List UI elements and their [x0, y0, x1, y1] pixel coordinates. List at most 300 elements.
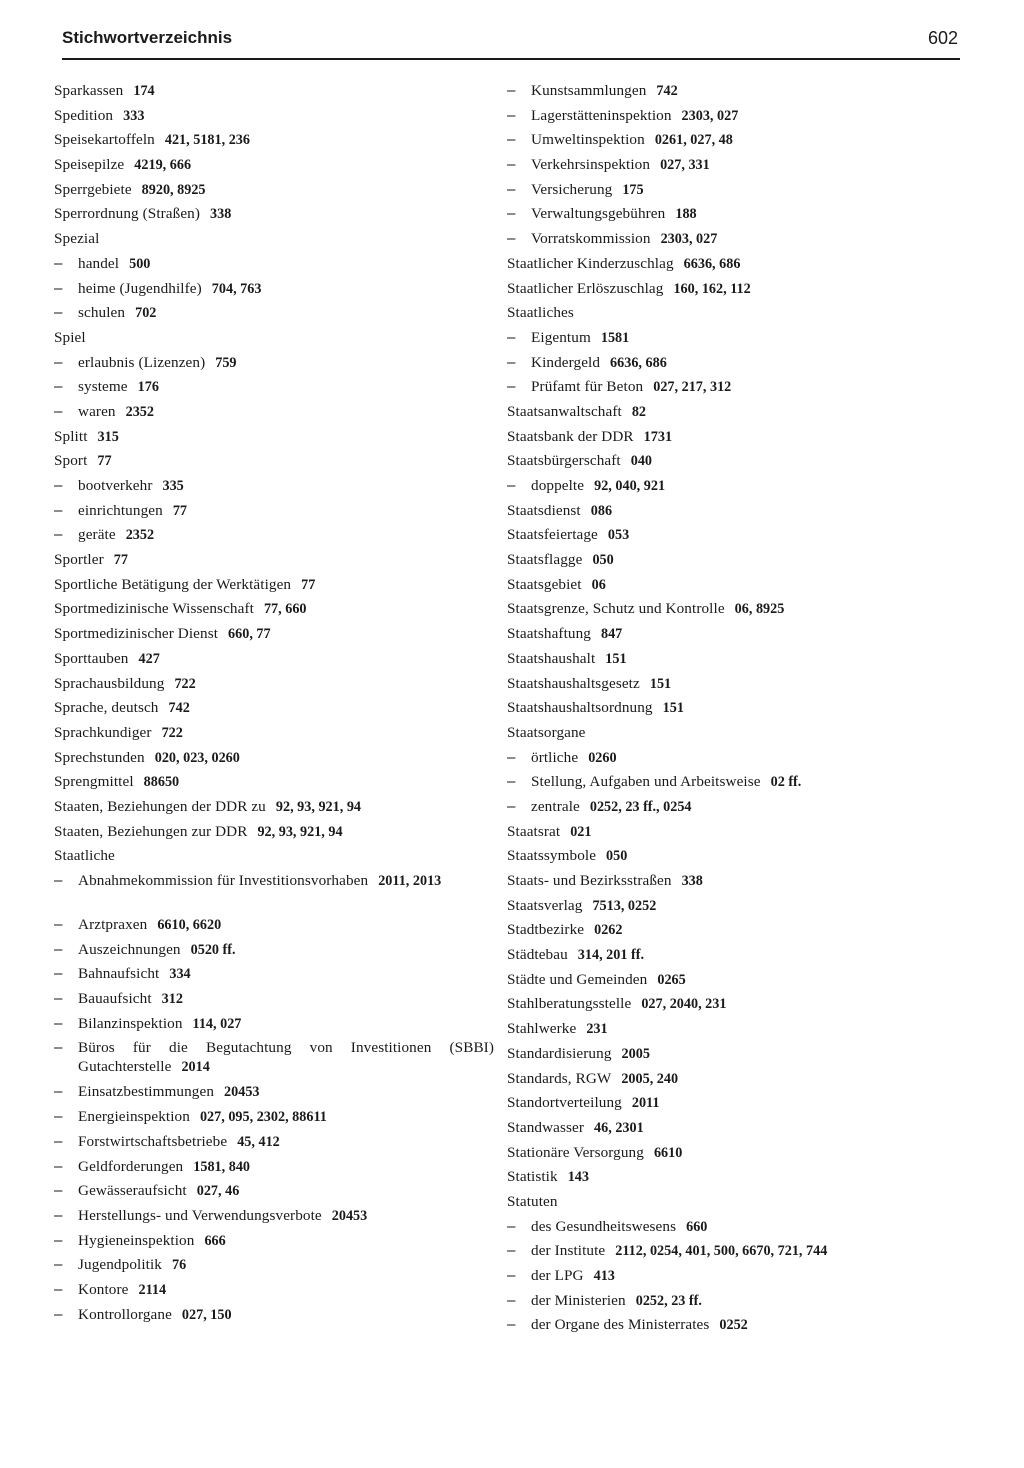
index-term: Staats- und Bezirksstraßen — [507, 872, 672, 889]
index-subentry — [507, 1241, 897, 1266]
index-term: schulen — [78, 304, 126, 322]
index-subentry — [507, 81, 897, 106]
index-entry — [507, 871, 897, 896]
index-entry — [54, 624, 494, 649]
index-term: Gewässeraufsicht — [78, 1182, 187, 1200]
index-refs: 176 — [137, 379, 159, 396]
index-subentry — [54, 871, 494, 915]
index-term: Kunstsammlungen — [531, 82, 647, 99]
index-refs: 0261, 027, 48 — [654, 132, 733, 149]
index-refs: 92, 040, 921 — [594, 478, 666, 494]
index-subentry — [507, 106, 897, 131]
index-term: Sparkassen — [54, 82, 124, 99]
index-term: Spezial — [54, 230, 100, 248]
index-refs: 6636, 686 — [610, 354, 667, 371]
index-refs: 2303, 027 — [660, 231, 718, 248]
index-refs: 151 — [605, 650, 627, 667]
index-entry — [54, 698, 494, 723]
index-entry — [507, 624, 897, 649]
index-refs: 20453 — [224, 1084, 260, 1101]
subentry-dash: – — [507, 797, 516, 815]
index-term: Kontrollorgane — [78, 1305, 172, 1323]
index-term: Sportmedizinischer Dienst — [54, 625, 219, 643]
index-refs: 0260 — [588, 749, 617, 766]
index-term: einrichtungen — [78, 501, 163, 519]
index-refs: 050 — [606, 848, 628, 865]
index-refs: 027, 46 — [196, 1183, 240, 1200]
index-subentry — [54, 964, 494, 989]
index-refs: 722 — [174, 675, 196, 692]
index-subentry — [507, 353, 897, 378]
subentry-dash: – — [54, 526, 63, 544]
index-entry — [54, 81, 494, 106]
index-term: doppelte — [531, 477, 585, 494]
index-term: Bilanzinspektion — [78, 1014, 183, 1032]
index-term: Staatsdienst — [507, 501, 581, 519]
index-refs: 92, 93, 921, 94 — [275, 798, 361, 815]
index-term: Sprachausbildung — [54, 674, 165, 692]
index-subentry — [54, 1014, 494, 1039]
index-subentry — [54, 1132, 494, 1157]
index-term: örtliche — [531, 748, 579, 766]
index-subentry — [507, 328, 897, 353]
index-entry — [507, 402, 897, 427]
index-refs: 143 — [567, 1169, 589, 1186]
index-refs: 6610, 6620 — [157, 917, 222, 933]
index-term: Sprengmittel — [54, 773, 134, 791]
index-refs: 2005 — [621, 1045, 650, 1062]
index-term: Speisekartoffeln — [54, 131, 155, 149]
index-subentry — [54, 1231, 494, 1256]
index-term: Sportler — [54, 551, 104, 569]
index-refs: 1581, 840 — [193, 1158, 250, 1175]
index-entry — [507, 846, 897, 871]
index-term: Stahlberatungsstelle — [507, 995, 632, 1013]
index-term: heime (Jugendhilfe) — [78, 279, 202, 297]
subentry-dash: – — [54, 990, 63, 1008]
index-refs: 1581 — [600, 329, 630, 346]
index-subentry — [54, 279, 494, 304]
index-term: Bahnaufsicht — [78, 965, 160, 983]
index-term: Staatsrat — [507, 822, 561, 840]
index-subentry — [507, 130, 897, 155]
index-term: Auszeichnungen — [78, 940, 181, 958]
index-entry — [54, 229, 494, 254]
index-refs: 2303, 027 — [681, 107, 739, 124]
index-subentry — [54, 377, 494, 402]
index-entry — [507, 427, 897, 452]
subentry-dash: – — [54, 1108, 63, 1126]
index-term: Staatlicher Kinderzuschlag — [507, 254, 674, 272]
index-subentry — [54, 1280, 494, 1305]
subentry-dash: – — [54, 402, 63, 420]
index-term: Arztpraxen — [78, 916, 148, 933]
index-entry — [507, 550, 897, 575]
index-refs: 500 — [129, 255, 151, 272]
index-subentry — [507, 748, 897, 773]
index-refs: 666 — [204, 1232, 226, 1249]
index-subentry — [507, 476, 897, 501]
index-term: Vorratskommission — [531, 230, 651, 248]
index-entry — [507, 674, 897, 699]
index-subentry — [507, 377, 897, 402]
index-entry — [507, 451, 897, 476]
index-refs: 114, 027 — [192, 1015, 242, 1032]
index-refs: 8920, 8925 — [141, 181, 206, 198]
index-refs: 77 — [113, 552, 128, 569]
index-subentry — [54, 1181, 494, 1206]
index-term: Städte und Gemeinden — [507, 970, 648, 988]
index-term: Staatsgrenze, Schutz und Kontrolle — [507, 600, 725, 618]
index-refs: 759 — [215, 354, 237, 371]
index-term: systeme — [78, 378, 128, 396]
subentry-dash: – — [54, 254, 63, 272]
index-term: Sport — [54, 452, 88, 470]
index-term: Stahlwerke — [507, 1020, 577, 1038]
index-subentry — [54, 1255, 494, 1280]
index-refs: 82 — [631, 403, 647, 420]
index-term: waren — [78, 402, 116, 420]
index-subentry — [54, 525, 494, 550]
index-entry — [507, 1044, 897, 1069]
index-subentry — [54, 1038, 494, 1082]
index-refs: 413 — [593, 1268, 615, 1284]
index-term: Speisepilze — [54, 156, 125, 174]
subentry-dash: – — [507, 1316, 516, 1334]
index-entry — [507, 575, 897, 600]
index-term: Jugendpolitik — [78, 1256, 162, 1274]
index-refs: 2114 — [138, 1281, 167, 1298]
index-refs: 4219, 666 — [134, 157, 192, 174]
index-term: Herstellungs- und Verwendungsverbote — [78, 1206, 322, 1224]
index-term: der Organe des Ministerrates — [531, 1316, 710, 1334]
index-term: Sportmedizinische Wissenschaft — [54, 600, 254, 618]
index-term: Sperrgebiete — [54, 180, 132, 198]
index-refs: 77, 660 — [263, 601, 307, 618]
index-subentry — [54, 501, 494, 526]
subentry-dash: – — [54, 1083, 63, 1101]
subentry-dash: – — [54, 1305, 63, 1323]
index-refs: 335 — [162, 478, 184, 494]
index-subentry — [54, 915, 494, 940]
index-subentry — [507, 1291, 897, 1316]
index-refs: 188 — [675, 206, 697, 223]
index-term: Staaten, Beziehungen zur DDR — [54, 822, 248, 840]
index-refs: 6636, 686 — [683, 255, 741, 272]
subentry-dash: – — [54, 1206, 63, 1224]
index-refs: 847 — [600, 626, 623, 643]
index-refs: 040 — [630, 453, 652, 470]
index-term: Sporttauben — [54, 649, 129, 667]
index-subentry — [507, 155, 897, 180]
index-term: Hygieneinspektion — [78, 1231, 195, 1249]
index-entry — [54, 204, 494, 229]
index-entry — [54, 797, 494, 822]
index-refs: 20453 — [331, 1207, 368, 1224]
index-term: der Ministerien — [531, 1291, 626, 1309]
index-refs: 314, 201 ff. — [577, 947, 644, 964]
subentry-dash: – — [54, 1231, 63, 1249]
index-term: Versicherung — [531, 180, 613, 198]
index-term: der LPG — [531, 1267, 584, 1284]
index-refs: 151 — [662, 700, 684, 717]
index-subentry — [54, 402, 494, 427]
index-subentry — [54, 476, 494, 501]
index-term: Standardisierung — [507, 1044, 612, 1062]
index-entry — [507, 501, 897, 526]
index-term: Staatsbank der DDR — [507, 427, 634, 445]
subentry-dash: – — [54, 916, 63, 933]
index-term: Statistik — [507, 1168, 558, 1186]
index-refs: 1731 — [643, 428, 673, 445]
index-refs: 76 — [172, 1257, 187, 1274]
index-subentry — [54, 303, 494, 328]
index-term: Städtebau — [507, 946, 568, 964]
index-refs: 46, 2301 — [594, 1119, 644, 1136]
index-refs: 050 — [592, 552, 614, 569]
index-subentry — [54, 1107, 494, 1132]
index-term: Staatsflagge — [507, 551, 583, 569]
subentry-dash: – — [507, 156, 516, 174]
index-subentry — [507, 1315, 897, 1340]
subentry-dash: – — [507, 1291, 516, 1309]
index-term: Staatshaushaltsgesetz — [507, 674, 640, 692]
index-refs: 0265 — [657, 971, 686, 988]
subentry-dash: – — [54, 1132, 63, 1150]
index-entry — [54, 772, 494, 797]
index-entry — [54, 822, 494, 847]
index-subentry — [54, 1157, 494, 1182]
index-refs: 06 — [591, 576, 606, 593]
index-subentry — [54, 940, 494, 965]
index-refs: 160, 162, 112 — [673, 280, 751, 297]
index-refs: 702 — [135, 305, 157, 322]
page-number: 602 — [927, 28, 958, 48]
index-term: Standortverteilung — [507, 1094, 622, 1112]
index-term: Standards, RGW — [507, 1069, 612, 1087]
index-entry — [507, 303, 897, 328]
index-subentry — [54, 1206, 494, 1231]
index-refs: 722 — [161, 724, 183, 741]
index-entry — [507, 994, 897, 1019]
index-term: Umweltinspektion — [531, 131, 645, 149]
index-entry — [54, 723, 494, 748]
subentry-dash: – — [54, 304, 63, 322]
page-header — [62, 28, 960, 60]
index-refs: 88650 — [143, 774, 180, 791]
index-subentry — [54, 989, 494, 1014]
subentry-dash: – — [507, 205, 516, 223]
index-subentry — [507, 229, 897, 254]
index-entry — [507, 822, 897, 847]
index-entry — [54, 550, 494, 575]
index-refs: 02 ff. — [770, 774, 802, 791]
index-entry — [507, 279, 897, 304]
index-term: Einsatzbestimmungen — [78, 1083, 215, 1101]
index-entry — [507, 254, 897, 279]
index-term: handel — [78, 254, 120, 272]
index-term: Prüfamt für Beton — [531, 378, 644, 396]
subentry-dash: – — [507, 180, 516, 198]
index-refs: 053 — [607, 527, 630, 544]
index-term: Staatlicher Erlöszuschlag — [507, 279, 664, 297]
subentry-dash: – — [54, 1280, 63, 1298]
index-term: des Gesundheitswesens — [531, 1217, 677, 1235]
index-term: Splitt — [54, 427, 88, 445]
index-entry — [54, 328, 494, 353]
index-refs: 338 — [210, 206, 232, 223]
index-term: Staatshaftung — [507, 625, 591, 643]
index-refs: 2112, 0254, 401, 500, 6670, 721, 744 — [615, 1243, 828, 1260]
subentry-dash: – — [507, 353, 516, 371]
index-refs: 0252, 23 ff. — [635, 1292, 702, 1309]
index-refs: 027, 217, 312 — [653, 379, 732, 396]
index-term: Staatliche — [54, 847, 115, 865]
index-refs: 704, 763 — [211, 280, 262, 297]
subentry-dash: – — [54, 1039, 63, 1057]
index-refs: 7513, 0252 — [592, 897, 657, 914]
index-entry — [507, 698, 897, 723]
index-subentry — [54, 1082, 494, 1107]
index-refs: 77 — [172, 502, 187, 519]
index-entry — [54, 599, 494, 624]
index-refs: 027, 150 — [181, 1306, 232, 1323]
subentry-dash: – — [54, 965, 63, 983]
subentry-dash: – — [54, 378, 63, 396]
index-refs: 45, 412 — [237, 1133, 280, 1150]
index-refs: 020, 023, 0260 — [154, 749, 240, 766]
index-term: Staatshaushalt — [507, 649, 596, 667]
index-refs: 06, 8925 — [734, 601, 785, 618]
index-entry — [507, 1167, 897, 1192]
index-entry — [507, 525, 897, 550]
index-refs: 0252 — [719, 1317, 748, 1334]
index-refs: 2011 — [631, 1095, 660, 1112]
index-refs: 338 — [681, 873, 703, 889]
index-term: Staatsverlag — [507, 896, 583, 914]
index-term: Stationäre Versorgung — [507, 1143, 644, 1161]
index-term: Statuten — [507, 1192, 558, 1210]
index-term: erlaubnis (Lizenzen) — [78, 353, 206, 371]
index-term: Stadtbezirke — [507, 921, 585, 939]
subentry-dash: – — [507, 106, 516, 124]
index-refs: 742 — [168, 700, 190, 717]
index-term: Staatsgebiet — [507, 575, 582, 593]
index-subentry — [507, 797, 897, 822]
subentry-dash: – — [54, 353, 63, 371]
subentry-dash: – — [507, 748, 516, 766]
index-refs: 027, 095, 2302, 88611 — [199, 1109, 327, 1126]
index-term: Eigentum — [531, 328, 591, 346]
index-subentry — [507, 1266, 897, 1291]
index-refs: 027, 2040, 231 — [641, 996, 727, 1013]
subentry-dash: – — [54, 501, 63, 519]
index-entry — [507, 1093, 897, 1118]
index-entry — [507, 1143, 897, 1168]
index-entry — [507, 1069, 897, 1094]
index-refs: 0252, 23 ff., 0254 — [589, 798, 692, 815]
index-term: Standwasser — [507, 1118, 585, 1136]
index-entry — [54, 649, 494, 674]
index-refs: 77 — [97, 453, 112, 470]
index-term: Staatliches — [507, 304, 574, 322]
subentry-dash: – — [507, 1217, 516, 1235]
index-refs: 742 — [656, 83, 678, 99]
subentry-dash: – — [507, 773, 516, 791]
index-refs: 315 — [97, 428, 119, 445]
index-refs: 421, 5181, 236 — [164, 132, 250, 149]
index-subentry — [507, 772, 897, 797]
subentry-dash: – — [507, 328, 516, 346]
index-term: Kontore — [78, 1280, 129, 1298]
index-entry — [507, 920, 897, 945]
subentry-dash: – — [507, 477, 516, 494]
subentry-dash: – — [54, 872, 63, 889]
subentry-dash: – — [54, 1182, 63, 1200]
index-entry — [54, 130, 494, 155]
subentry-dash: – — [54, 1014, 63, 1032]
index-term: geräte — [78, 526, 116, 544]
index-term: Staatssymbole — [507, 847, 597, 865]
index-term: Büros für die Begutachtung von Investitionen (SBBI) Gutachterstelle — [78, 1039, 494, 1076]
index-subentry — [507, 180, 897, 205]
index-entry — [507, 599, 897, 624]
index-entry — [54, 575, 494, 600]
index-term: Spedition — [54, 106, 114, 124]
index-subentry — [54, 1305, 494, 1330]
index-refs: 92, 93, 921, 94 — [257, 823, 343, 840]
index-entry — [507, 1192, 897, 1217]
index-entry — [507, 896, 897, 921]
subentry-dash: – — [507, 82, 516, 99]
index-term: Kindergeld — [531, 353, 601, 371]
index-refs: 6610 — [653, 1144, 683, 1161]
index-refs: 175 — [622, 181, 644, 198]
index-term: Sprachkundiger — [54, 723, 152, 741]
index-subentry — [54, 353, 494, 378]
index-term: Spiel — [54, 328, 86, 346]
index-entry — [54, 748, 494, 773]
index-term: Staatshaushaltsordnung — [507, 699, 653, 717]
index-entry — [54, 451, 494, 476]
index-refs: 427 — [138, 650, 160, 667]
index-refs: 77 — [301, 576, 316, 593]
index-subentry — [507, 1217, 897, 1242]
index-term: Verkehrsinspektion — [531, 156, 651, 174]
index-refs: 334 — [169, 966, 191, 983]
index-refs: 660, 77 — [228, 626, 271, 643]
index-term: Staatsbürgerschaft — [507, 452, 621, 470]
index-entry — [54, 106, 494, 131]
index-term: Abnahmekommission für Investitionsvorhaben — [78, 872, 369, 889]
index-refs: 021 — [570, 823, 592, 840]
index-entry — [507, 649, 897, 674]
index-subentry — [507, 204, 897, 229]
index-term: Staatsfeiertage — [507, 526, 598, 544]
index-column-left — [54, 81, 494, 1329]
index-refs: 0262 — [594, 922, 623, 939]
index-refs: 2352 — [125, 403, 154, 420]
index-term: bootverkehr — [78, 477, 153, 494]
index-term: zentrale — [531, 797, 580, 815]
index-entry — [54, 180, 494, 205]
subentry-dash: – — [507, 1242, 516, 1260]
subentry-dash: – — [507, 378, 516, 396]
index-refs: 174 — [133, 83, 155, 99]
index-refs: 231 — [586, 1021, 608, 1038]
index-term: Lagerstätteninspektion — [531, 106, 672, 124]
index-refs: 0520 ff. — [190, 941, 236, 958]
